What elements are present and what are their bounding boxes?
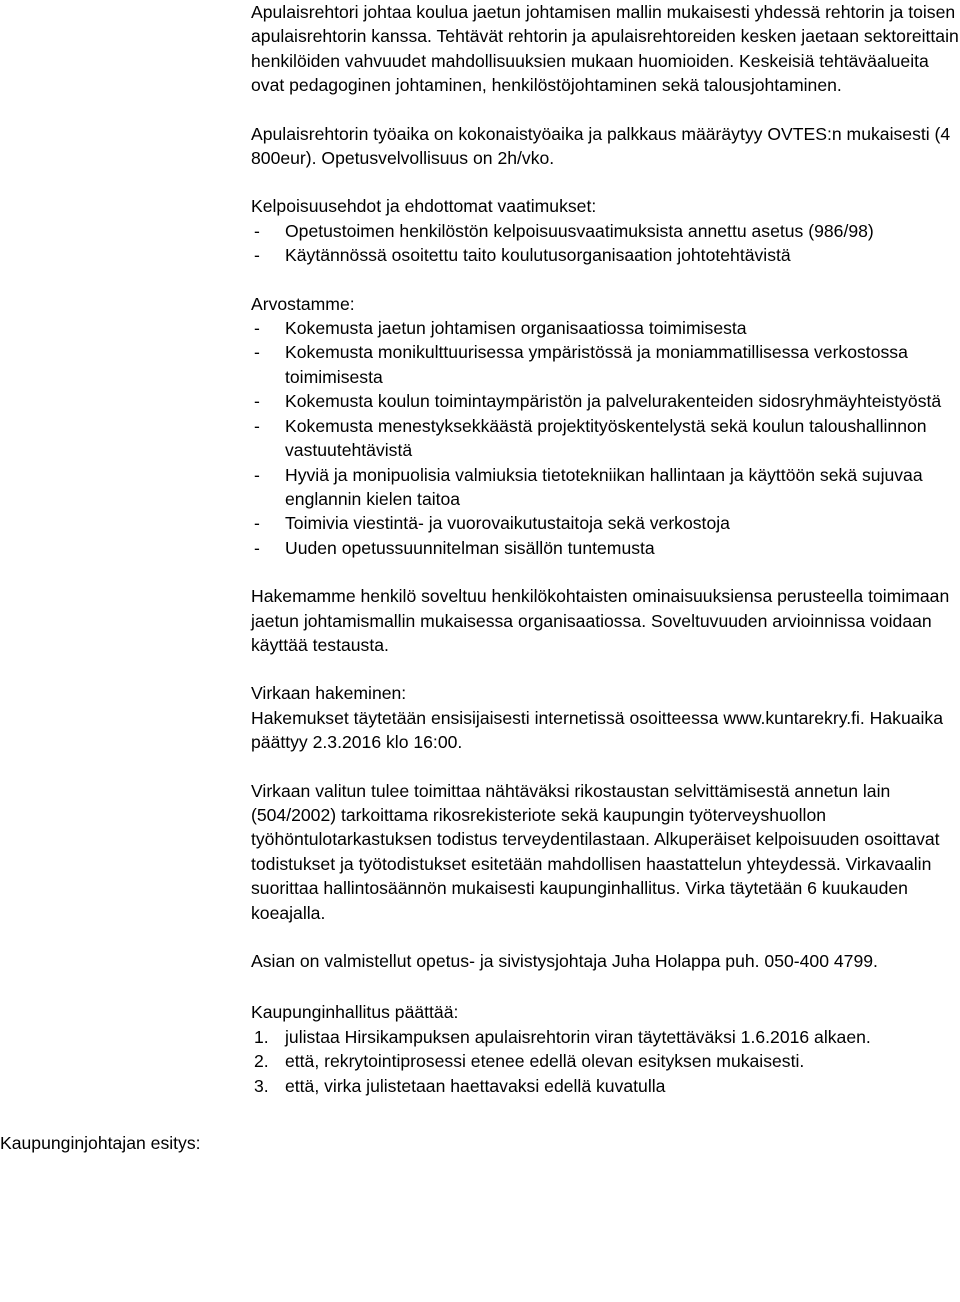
qualifications-list <box>251 219 960 268</box>
valued-section <box>251 292 960 560</box>
paragraph-working-time: Apulaisrehtorin työaika on kokonaistyöaika ja palkkaus määräytyy OVTES:n mukaisesti (4 800eur). Opetusvelvollisuus on 2h/vko. <box>251 123 951 169</box>
valued-heading: Arvostamme: <box>251 293 355 314</box>
list-item-text: Kokemusta jaetun johtamisen organisaatiossa toimimisesta <box>285 318 747 339</box>
list-item <box>251 389 960 413</box>
list-dash: - <box>254 391 260 412</box>
list-dash: - <box>254 537 260 558</box>
paragraph-contact: Asian on valmistellut opetus- ja sivistysjohtaja Juha Holappa puh. 050-400 4799. <box>251 951 878 971</box>
list-number: 3. <box>254 1075 269 1096</box>
list-item-text: Toimivia viestintä- ja vuorovaikutustaitoja sekä verkostoja <box>285 513 730 534</box>
qualifications-section <box>251 194 960 267</box>
paragraph-documents: Virkaan valitun tulee toimittaa nähtäväksi rikostaustan selvittämisestä annetun lain (504/2002) tarkoittama rikosrekisteriote sekä kaupungin työterveyshuollon työhöntulotarkastuksen todistus terveydentilastaan. Alkuperäiset kelpoisuuden osoittavat todistukset ja työtodistukset esitetään mahdollisen haastattelun yhteydessä. Virkavaalin suorittaa hallintosäännön mukaisesti kaupunginhallitus. Virka täytetään 6 kuukauden koeajalla. <box>251 780 940 923</box>
list-item-text: Kokemusta menestyksekkäästä projektityöskentelystä sekä koulun taloushallinnon vastuutehtävistä <box>285 415 927 461</box>
list-dash: - <box>254 342 260 363</box>
list-number: 1. <box>254 1026 269 1047</box>
list-item-text: Uuden opetussuunnitelman sisällön tuntemusta <box>285 537 655 558</box>
list-dash: - <box>254 318 260 339</box>
list-dash: - <box>254 220 260 241</box>
list-dash: - <box>254 415 260 436</box>
list-item <box>251 536 960 560</box>
list-item-text: Käytännössä osoitettu taito koulutusorganisaation johtotehtävistä <box>285 245 791 266</box>
list-item <box>251 414 960 463</box>
proposal-heading: Kaupunginhallitus päättää: <box>251 1002 459 1023</box>
list-dash: - <box>254 513 260 534</box>
list-item <box>251 340 960 389</box>
list-item <box>251 243 960 267</box>
list-item <box>251 1025 960 1049</box>
proposal-label: Kaupunginjohtajan esitys: <box>0 1133 201 1153</box>
list-item <box>251 219 960 243</box>
list-item <box>251 511 960 535</box>
proposal-list <box>251 1025 960 1098</box>
list-item <box>251 463 960 512</box>
application-section <box>251 681 960 754</box>
valued-list <box>251 316 960 560</box>
list-item-text: että, virka julistetaan haettavaksi edellä kuvatulla <box>285 1075 666 1096</box>
list-item-text: Opetustoimen henkilöstön kelpoisuusvaatimuksista annettu asetus (986/98) <box>285 220 874 241</box>
list-item-text: Kokemusta monikulttuurisessa ympäristössä ja moniammatillisessa verkostossa toimimisesta <box>285 342 908 387</box>
list-item <box>251 316 960 340</box>
list-item <box>251 1074 960 1098</box>
document-body <box>251 0 960 1098</box>
application-heading: Virkaan hakeminen: <box>251 683 407 704</box>
list-item-text: Hyviä ja monipuolisia valmiuksia tietotekniikan hallintaan ja käyttöön sekä sujuvaa englannin kielen taitoa <box>285 464 923 509</box>
list-item-text: että, rekrytointiprosessi etenee edellä olevan esityksen mukaisesti. <box>285 1051 805 1072</box>
paragraph-role-description: Apulaisrehtori johtaa koulua jaetun johtamisen mallin mukaisesti yhdessä rehtorin ja toisen apulaisrehtorin kanssa. Tehtävät rehtorin ja apulaisrehtoreiden kesken jaetaan sektoreittain henkilöiden vahvuudet mahdollisuuksien mukaan huomioiden. Keskeisiä tehtäväalueita ovat pedagoginen johtaminen, henkilöstöjohtaminen sekä talousjohtaminen. <box>251 2 959 96</box>
proposal-section <box>251 1000 960 1098</box>
paragraph-personal-qualities: Hakemamme henkilö soveltuu henkilökohtaisten ominaisuuksiensa perusteella toimimaan jaetun johtamismallin mukaisessa organisaatiossa. Soveltuvuuden arvioinnissa voidaan käyttää testausta. <box>251 586 950 655</box>
list-item <box>251 1049 960 1073</box>
application-text: Hakemukset täytetään ensisijaisesti internetissä osoitteessa www.kuntarekry.fi. Hakuaika päättyy 2.3.2016 klo 16:00. <box>251 707 944 753</box>
list-dash: - <box>254 245 260 266</box>
list-item-text: julistaa Hirsikampuksen apulaisrehtorin viran täytettäväksi 1.6.2016 alkaen. <box>285 1026 871 1047</box>
list-number: 2. <box>254 1051 269 1072</box>
list-dash: - <box>254 464 260 485</box>
qualifications-heading: Kelpoisuusehdot ja ehdottomat vaatimukset: <box>251 196 597 217</box>
list-item-text: Kokemusta koulun toimintaympäristön ja palvelurakenteiden sidosryhmäyhteistyöstä <box>285 391 942 412</box>
